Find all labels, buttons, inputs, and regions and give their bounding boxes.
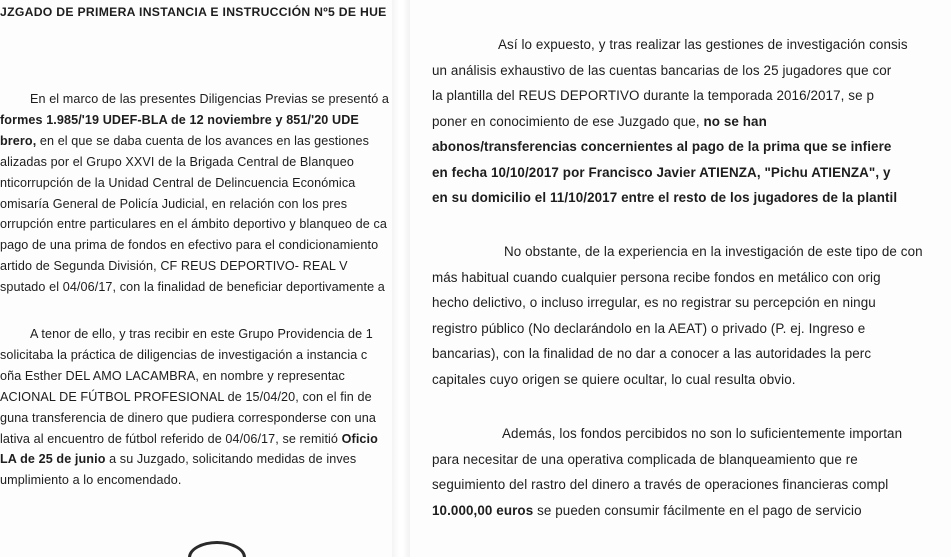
text-run: umplimiento a lo encomendado. (0, 473, 182, 488)
text-line (432, 477, 888, 493)
text-run: se pueden consumir fácilmente en el pago de servicio (533, 502, 862, 518)
text-line (0, 389, 372, 405)
right-document-page (410, 0, 951, 557)
court-header: JZGADO DE PRIMERA INSTANCIA E INSTRUCCIÓN Nº5 DE HUE (0, 5, 387, 19)
text-line (0, 154, 354, 170)
left-document-page (0, 0, 392, 557)
text-line (432, 452, 858, 468)
text-line (432, 114, 767, 130)
text-run: pago de una prima de fondos en efectivo para el condicionamiento (0, 238, 379, 253)
text-line (0, 279, 385, 295)
text-run: omisaría General de Policía Judicial, en relación con los pres (0, 196, 348, 211)
text-line (432, 270, 881, 286)
text-run: solicitaba la práctica de diligencias de investigación a instancia c (0, 347, 368, 362)
text-run: En el marco de las presentes Diligencias Previas se presentó a (30, 92, 390, 106)
bold-text: formes 1.985/'19 UDEF-BLA de 12 noviembre y 851/'20 UDE (0, 112, 359, 127)
text-run: para necesitar de una operativa complicada de blanqueamiento que re (432, 451, 858, 467)
bold-text: en su domicilio el 11/10/2017 entre el resto de los jugadores de la plantil (432, 190, 898, 205)
text-line (432, 295, 876, 311)
text-run: artido de Segunda División, CF REUS DEPORTIVO- REAL V (0, 259, 348, 274)
text-line (0, 258, 348, 274)
text-run: A tenor de ello, y tras recibir en este Grupo Providencia de 1 (30, 327, 373, 341)
bold-text: en fecha 10/10/2017 por Francisco Javier ATIENZA, "Pichu ATIENZA", y (432, 164, 891, 180)
text-line (432, 139, 891, 155)
text-run: en el que se daba cuenta de los avances en las gestiones (36, 133, 369, 148)
text-run: lativa al encuentro de fútbol referido de 04/06/17, se remitió (0, 431, 342, 446)
text-line (0, 368, 345, 384)
text-line (0, 431, 378, 447)
text-line (0, 216, 387, 232)
text-run: más habitual cuando cualquier persona recibe fondos en metálico con orig (432, 269, 881, 285)
text-run: Así lo expuesto, y tras realizar las gestiones de investigación consis (498, 37, 908, 52)
text-line (498, 37, 908, 53)
text-line (30, 91, 389, 107)
text-line (432, 346, 871, 362)
text-line (0, 196, 347, 212)
text-line (0, 112, 359, 128)
text-run: alizadas por el Grupo XXVI de la Brigada Central de Blanqueo (0, 154, 354, 169)
text-run: ACIONAL DE FÚTBOL PROFESIONAL de 15/04/20, con el fin de (0, 389, 372, 404)
seal-stamp (188, 541, 246, 557)
bold-text: brero, (0, 133, 37, 148)
bold-text: abonos/transferencias concernientes al pago de la prima que se infiere (432, 139, 892, 154)
text-line (502, 426, 902, 442)
text-line (432, 190, 897, 206)
text-line (30, 326, 373, 342)
page-gutter (392, 0, 410, 557)
text-line (432, 503, 862, 519)
text-run: hecho delictivo, o incluso irregular, es no registrar su percepción en ningu (432, 295, 876, 310)
text-run: oña Esther DEL AMO LACAMBRA, en nombre y representac (0, 368, 345, 383)
text-line (432, 63, 891, 79)
text-run: registro público (No declarándolo en la AEAT) o privado (P. ej. Ingreso e (432, 320, 866, 336)
text-line (0, 347, 367, 363)
text-line (432, 321, 865, 337)
text-run: No obstante, de la experiencia en la investigación de este tipo de con (504, 244, 923, 259)
text-run: orrupción entre particulares en el ámbito deportivo y blanqueo de ca (0, 217, 387, 232)
text-run: la plantilla del REUS DEPORTIVO durante la temporada 2016/2017, se p (432, 88, 874, 103)
bold-text: 10.000,00 euros (432, 502, 534, 518)
text-line (0, 410, 376, 426)
text-run: poner en conocimiento de ese Juzgado que, (432, 113, 704, 129)
text-line (0, 133, 369, 149)
text-run: bancarias), con la finalidad de no dar a conocer a las autoridades la perc (432, 346, 872, 361)
bold-text: no se han (703, 113, 767, 129)
text-line (504, 244, 923, 260)
text-line (0, 472, 181, 488)
text-run: guna transferencia de dinero que pudiera corresponderse con una (0, 410, 376, 425)
text-run: nticorrupción de la Unidad Central de Delincuencia Económica (0, 175, 356, 190)
bold-text: LA de 25 de junio (0, 452, 106, 467)
text-line (432, 165, 891, 181)
text-line (432, 88, 874, 104)
text-run: capitales cuyo origen se quiere ocultar, lo cual resulta obvio. (432, 371, 796, 387)
text-run: sputado el 04/06/17, con la finalidad de beneficiar deportivamente a (0, 280, 385, 295)
text-run: Además, los fondos percibidos no son lo suficientemente importan (502, 426, 903, 441)
text-run: a su Juzgado, solicitando medidas de inves (105, 452, 357, 467)
text-run: un análisis exhaustivo de las cuentas bancarias de los 25 jugadores que cor (432, 62, 892, 78)
text-line (0, 175, 355, 191)
text-run: seguimiento del rastro del dinero a través de operaciones financieras compl (432, 477, 889, 492)
text-line (432, 372, 796, 388)
bold-text: Oficio (341, 431, 378, 446)
text-line (0, 451, 356, 467)
text-line (0, 237, 378, 253)
